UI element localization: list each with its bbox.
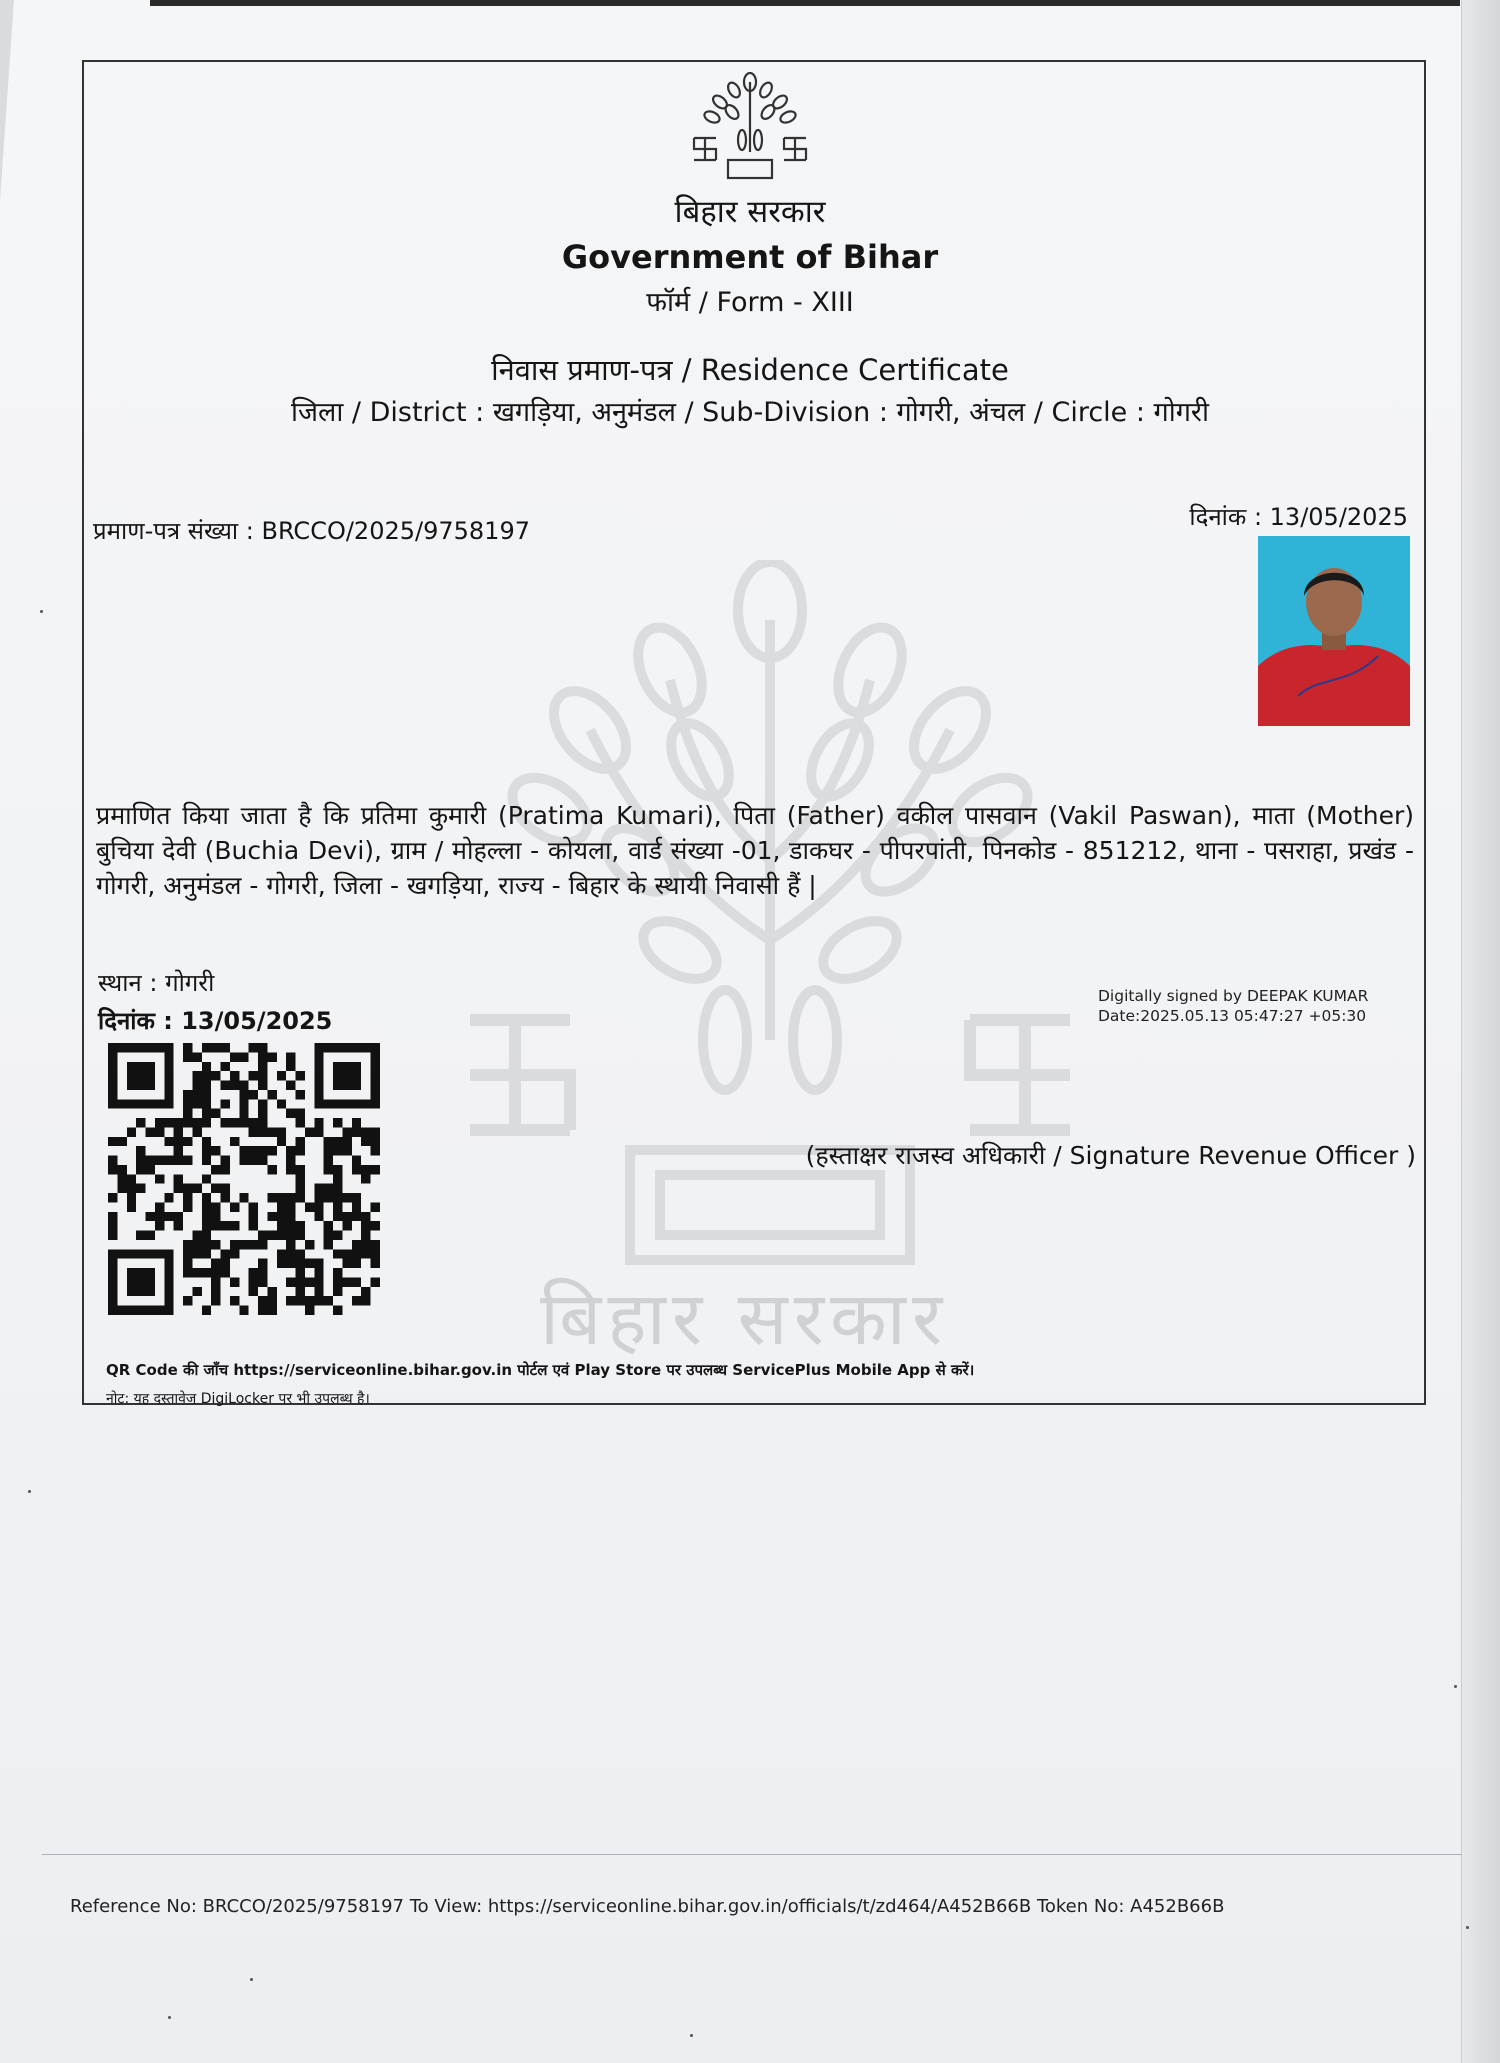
qr-verification-note: QR Code की जाँच https://serviceonline.bihar.gov.in पोर्टल एवं Play Store पर उपलब्ध ServicePlus Mobile App से करें।	[106, 1361, 975, 1379]
scan-speck	[168, 2016, 171, 2019]
govt-title-english: Government of Bihar	[561, 238, 939, 276]
location-line: जिला / District : खगड़िया, अनुमंडल / Sub-Division : गोगरी, अंचल / Circle : गोगरी	[291, 397, 1209, 428]
certificate-body: प्रमाणित किया जाता है कि प्रतिमा कुमारी (Pratima Kumari), पिता (Father) वकील पासवान (Vakil Paswan), माता (Mother) बुचिया देवी (Buchia Devi), ग्राम / मोहल्ला - कोयला, वार्ड संख्या -01, डाकघर - पीपरपांती, पिनकोड - 851212, थाना - पसराहा, प्रखंड - गोगरी, अनुमंडल - गोगरी, जिला - खगड़िया, राज्य - बिहार के स्थायी निवासी हैं |	[96, 801, 1414, 900]
certificate-title: निवास प्रमाण-पत्र / Residence Certificate	[491, 353, 1009, 387]
certificate-date: दिनांक : 13/05/2025	[1189, 503, 1408, 531]
certificate-number: प्रमाण-पत्र संख्या : BRCCO/2025/9758197	[93, 517, 530, 545]
bihar-government-emblem-icon	[690, 72, 810, 184]
reference-line: Reference No: BRCCO/2025/9758197 To View: https://serviceonline.bihar.gov.in/officials/t/zd464/A452B66B Token No: A452B66B	[70, 1896, 1225, 1917]
footer-divider	[42, 1854, 1462, 1855]
signature-label: (हस्ताक्षर राजस्व अधिकारी / Signature Revenue Officer )	[805, 1141, 1416, 1170]
qr-code-icon	[108, 1043, 380, 1315]
issue-date: दिनांक : 13/05/2025	[98, 1007, 333, 1035]
digital-signature-signer: Digitally signed by DEEPAK KUMAR	[1098, 987, 1369, 1005]
person-photo-icon	[1258, 536, 1410, 726]
scan-speck	[1466, 1926, 1469, 1929]
scan-speck	[1454, 1685, 1457, 1688]
page-top-edge	[150, 0, 1460, 6]
scan-speck	[690, 2034, 693, 2037]
folded-corner	[0, 0, 14, 200]
watermark-text: बिहार सरकार	[540, 1276, 949, 1362]
form-number: फॉर्म / Form - XIII	[646, 287, 854, 318]
bihar-emblem-watermark-icon	[470, 560, 1070, 1360]
scan-speck	[250, 1978, 253, 1981]
govt-title-hindi: बिहार सरकार	[674, 194, 826, 230]
digital-signature	[1098, 986, 1368, 1026]
digilocker-note: नोट: यह दस्तावेज DigiLocker पर भी उपलब्ध है।	[106, 1391, 370, 1407]
digital-signature-date: Date:2025.05.13 05:47:27 +05:30	[1098, 1007, 1367, 1025]
scan-speck	[40, 610, 43, 613]
applicant-photo	[1258, 536, 1410, 726]
scan-speck	[28, 1490, 31, 1493]
issue-place: स्थान : गोगरी	[98, 969, 215, 997]
